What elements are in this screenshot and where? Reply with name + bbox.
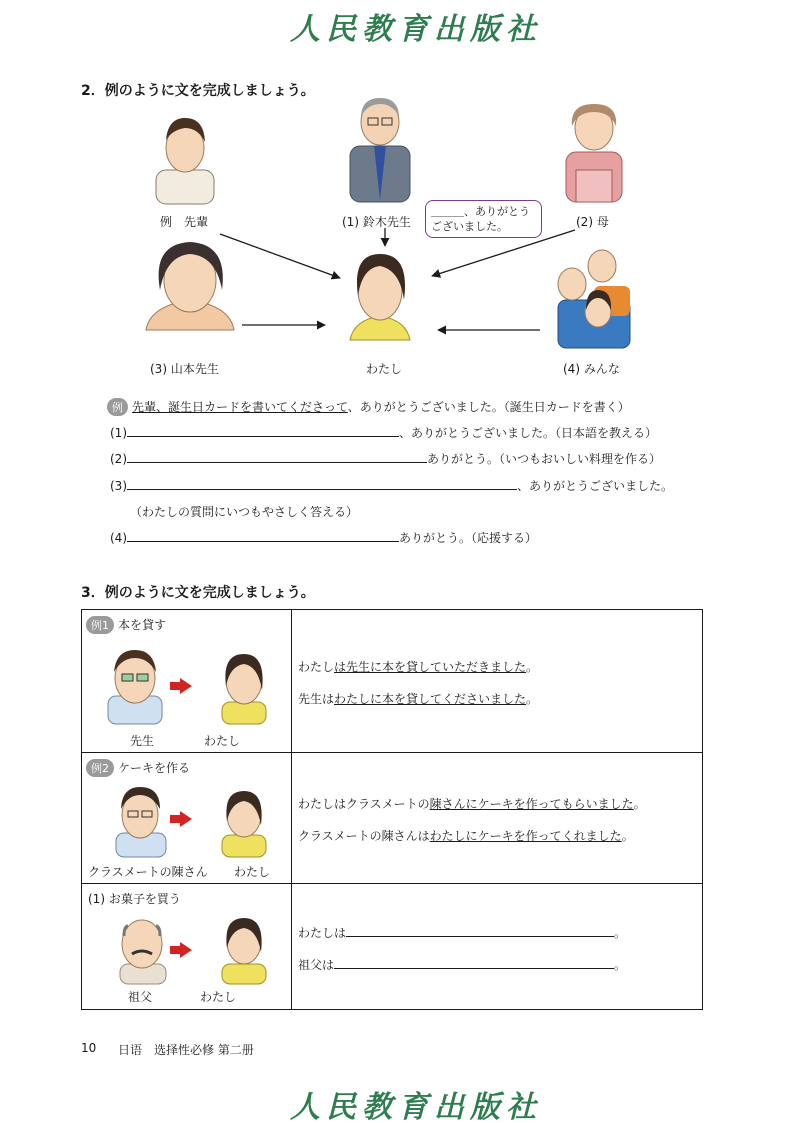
item-3: [110, 477, 673, 494]
row1-label: 本を貸す: [118, 618, 167, 632]
item-3-blank[interactable]: [127, 478, 517, 490]
row3-arrow-icon: [180, 942, 192, 958]
item-1-num: (1): [110, 426, 127, 440]
example-answer: 先輩、誕生日カードを書いてくださって: [132, 400, 348, 414]
row3-blank1[interactable]: [346, 925, 614, 937]
item-2-num: (2): [110, 452, 127, 466]
row3-blank2[interactable]: [334, 957, 614, 969]
page-number: 10: [81, 1041, 97, 1055]
item-2-tail: ありがとう。（いつもおいしい料理を作る）: [427, 452, 662, 466]
row2-left: [82, 753, 292, 884]
section2-diagram: [0, 0, 794, 400]
row1-giver: 先生: [130, 734, 155, 748]
publisher-logo: 人民教育出版社: [290, 12, 542, 47]
example-badge: 例: [107, 398, 128, 416]
item-3-num: (3): [110, 479, 127, 493]
row1-badge: 例1: [86, 616, 114, 634]
row2-right: [292, 753, 703, 884]
minna-illustration: [558, 250, 630, 348]
row1-sentence2: 先生はわたしに本を貸してくださいました。: [298, 692, 539, 706]
row1-right: [292, 610, 703, 753]
caption-p1: (1) 鈴木先生: [342, 215, 411, 229]
row2-giver: クラスメートの陳さん: [88, 865, 208, 879]
example-line: [107, 398, 630, 416]
item-4-tail: ありがとう。（応援する）: [399, 531, 538, 545]
watashi-illustration: [350, 254, 410, 340]
senpai-illustration: [156, 118, 214, 204]
item-1-tail: 、ありがとうございました。（日本語を教える）: [399, 426, 658, 440]
row3-receiver: わたし: [200, 990, 237, 1004]
book-title: 日语 选择性必修 第二册: [118, 1043, 254, 1057]
exercise-table: [81, 609, 703, 1010]
item-4-blank[interactable]: [127, 530, 399, 542]
row2-label: ケーキを作る: [118, 761, 191, 775]
item-2-blank[interactable]: [127, 451, 427, 463]
caption-p3: (3) 山本先生: [150, 362, 219, 376]
row3-sentence2: 祖父は 。: [298, 958, 627, 972]
item-2: [110, 450, 661, 467]
caption-example: 例 先輩: [160, 215, 209, 229]
row2-arrow-icon: [180, 811, 192, 827]
item-4: [110, 529, 537, 546]
row3-right: [292, 884, 703, 1010]
row1-receiver: わたし: [204, 734, 241, 748]
item-4-num: (4): [110, 531, 127, 545]
item-3-tail: 、ありがとうございました。: [517, 479, 674, 493]
row2-sentence1: わたしはクラスメートの陳さんにケーキを作ってもらいました。: [298, 797, 646, 811]
caption-center: わたし: [366, 362, 403, 376]
table-row: [82, 753, 703, 884]
suzuki-sensei-illustration: [350, 98, 410, 202]
table-row: [82, 610, 703, 753]
section3-title: 3．例のように文を完成しましょう。: [81, 585, 315, 601]
row3-label: お菓子を買う: [108, 892, 181, 906]
caption-p2: (2) 母: [576, 215, 609, 229]
row1-sentence1: わたしは先生に本を貸していただきました。: [298, 660, 539, 674]
item-3-hint: （わたしの質問にいつもやさしく答える）: [130, 505, 359, 519]
example-rest: 、ありがとうございました。（誕生日カードを書く）: [347, 400, 630, 414]
row1-arrow-icon: [180, 678, 192, 694]
arrow-senpai: [220, 234, 340, 278]
speech-bubble: ＿＿＿、ありがとうございました。: [425, 200, 542, 238]
table-row: [82, 884, 703, 1010]
row1-left: [82, 610, 292, 753]
caption-p4: (4) みんな: [563, 362, 620, 376]
row2-receiver: わたし: [234, 865, 271, 879]
item-1: [110, 424, 657, 441]
row3-giver: 祖父: [128, 990, 153, 1004]
publisher-logo-footer: 人民教育出版社: [290, 1090, 542, 1123]
mother-illustration: [566, 104, 622, 202]
item-1-blank[interactable]: [127, 425, 399, 437]
row3-sentence1: わたしは 。: [298, 926, 627, 940]
row2-badge: 例2: [86, 759, 114, 777]
yamamoto-sensei-illustration: [146, 242, 234, 330]
row3-left: [82, 884, 292, 1010]
section2-title: 2．例のように文を完成しましょう。: [81, 83, 315, 99]
row2-sentence2: クラスメートの陳さんはわたしにケーキを作ってくれました。: [298, 829, 634, 843]
row3-num: (1): [88, 892, 105, 906]
